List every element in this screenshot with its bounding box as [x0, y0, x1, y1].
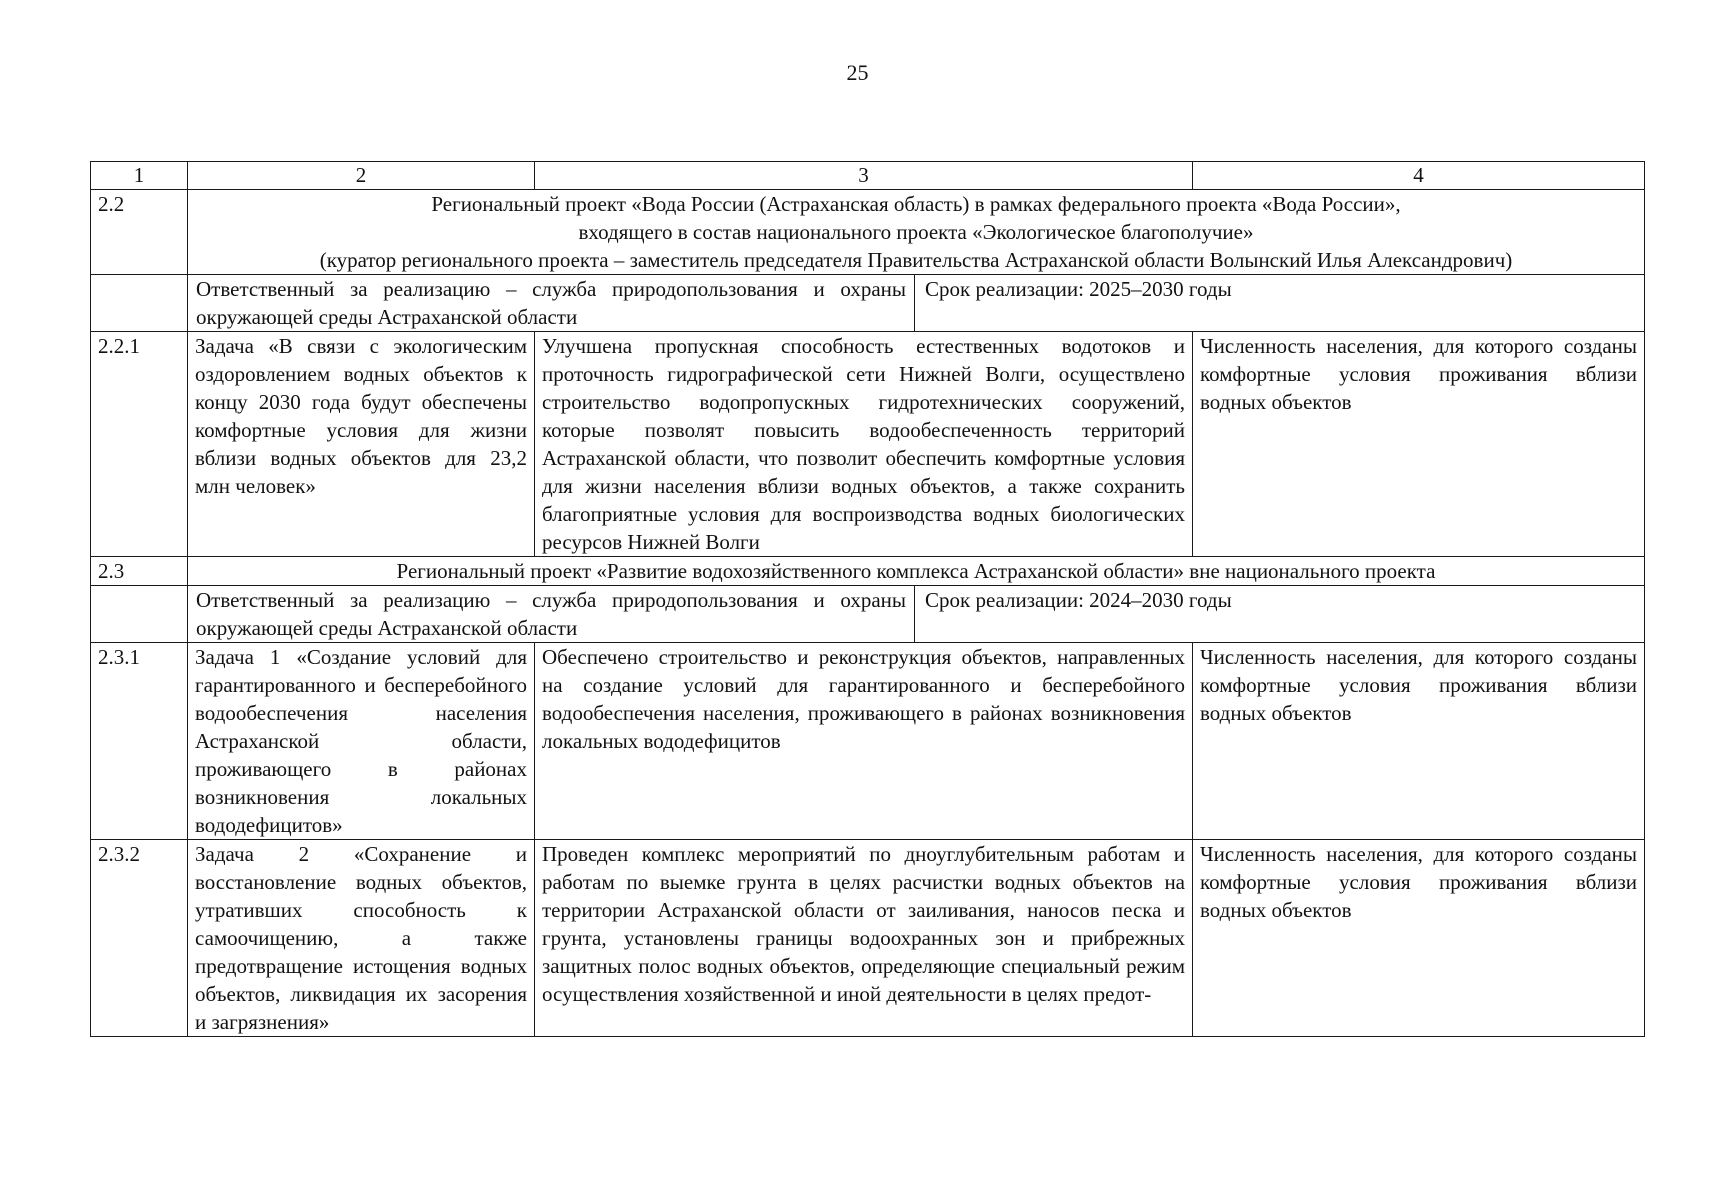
row-number: 2.3.2 [91, 840, 188, 1037]
table-row [91, 840, 1645, 1037]
header-col-2: 2 [188, 162, 535, 190]
indicator-text: Численность населения, для которого созданы комфортные условия проживания вблизи водных объектов [1193, 332, 1645, 557]
row-number: 2.2.1 [91, 332, 188, 557]
section-number: 2.3 [91, 557, 188, 586]
header-col-4: 4 [1193, 162, 1645, 190]
header-col-3: 3 [535, 162, 1193, 190]
table-row [91, 643, 1645, 840]
responsible-text: Ответственный за реализацию – служба природопользования и охраны окружающей среды Астраханской области [188, 275, 915, 331]
table-row [91, 332, 1645, 557]
empty-number-cell [91, 275, 188, 332]
row-number: 2.3.1 [91, 643, 188, 840]
section-number: 2.2 [91, 190, 188, 275]
result-text: Обеспечено строительство и реконструкция объектов, направленных на создание условий для гарантированного и бесперебойного водообеспечения населения, проживающего в районах возникновения локальных вододефицитов [535, 643, 1193, 840]
header-col-1: 1 [91, 162, 188, 190]
result-text-content: Проведен комплекс мероприятий по дноуглубительным работам и работам по выемке грунта в целях расчистки водных объектов на территории Астраханской области от заиливания, наносов песка и грунта, установлены границы водоохранных зон и прибрежных защитных полос водных объектов, определяющие специальный режим осуществления хозяйственной и иной деятельности в целях предот- [542, 842, 1185, 1006]
section-info [188, 275, 1645, 332]
term-text: Срок реализации: 2024–2030 годы [925, 588, 1232, 612]
section-title [188, 190, 1645, 275]
header-row [91, 162, 1645, 190]
result-text [535, 840, 1193, 1037]
section-2-2-info-row [91, 275, 1645, 332]
task-text-content: Задача 2 «Сохранение и восстановление водных объектов, утративших способность к самоочищению, а также предотвращение истощения водных объектов, ликвидация их засорения и загрязнения» [195, 842, 527, 1034]
page-number: 25 [846, 60, 869, 85]
result-text: Улучшена пропускная способность естественных водотоков и проточность гидрографической сети Нижней Волги, осуществлено строительство водопропускных гидротехнических сооружений, которые позволят повысить водообеспеченность территорий Астраханской области, что позволит обеспечить комфортные условия для жизни населения вблизи водных объектов, а также сохранить благоприятные условия для воспроизводства водных биологических ресурсов Нижней Волги [535, 332, 1193, 557]
section-2-3-title-row [91, 557, 1645, 586]
section-title-line-1: Региональный проект «Вода России (Астраханская область) в рамках федерального проекта «Вода России», [431, 192, 1401, 216]
indicator-text: Численность населения, для которого созданы комфортные условия проживания вблизи водных объектов [1193, 643, 1645, 840]
section-title-line-3: (куратор регионального проекта – заместитель председателя Правительства Астраханской области Волынский Илья Александрович) [319, 248, 1513, 272]
section-2-3-info-row [91, 586, 1645, 643]
task-text [188, 840, 535, 1037]
term-text: Срок реализации: 2025–2030 годы [925, 277, 1232, 301]
section-info [188, 586, 1645, 643]
task-text: Задача «В связи с экологическим оздоровлением водных объектов к концу 2030 года будут обеспечены комфортные условия для жизни вблизи водных объектов для 23,2 млн человек» [188, 332, 535, 557]
task-text: Задача 1 «Создание условий для гарантированного и бесперебойного водообеспечения населения Астраханской области, проживающего в районах возникновения локальных вододефицитов» [188, 643, 535, 840]
measures-table [90, 161, 1645, 1037]
responsible-text: Ответственный за реализацию – служба природопользования и охраны окружающей среды Астраханской области [188, 586, 915, 642]
section-title: Региональный проект «Развитие водохозяйственного комплекса Астраханской области» вне национального проекта [188, 557, 1645, 586]
section-2-2-title-row [91, 190, 1645, 275]
indicator-text: Численность населения, для которого созданы комфортные условия проживания вблизи водных объектов [1193, 840, 1645, 1037]
section-title-line-2: входящего в состав национального проекта «Экологическое благополучие» [578, 220, 1254, 244]
empty-number-cell [91, 586, 188, 643]
